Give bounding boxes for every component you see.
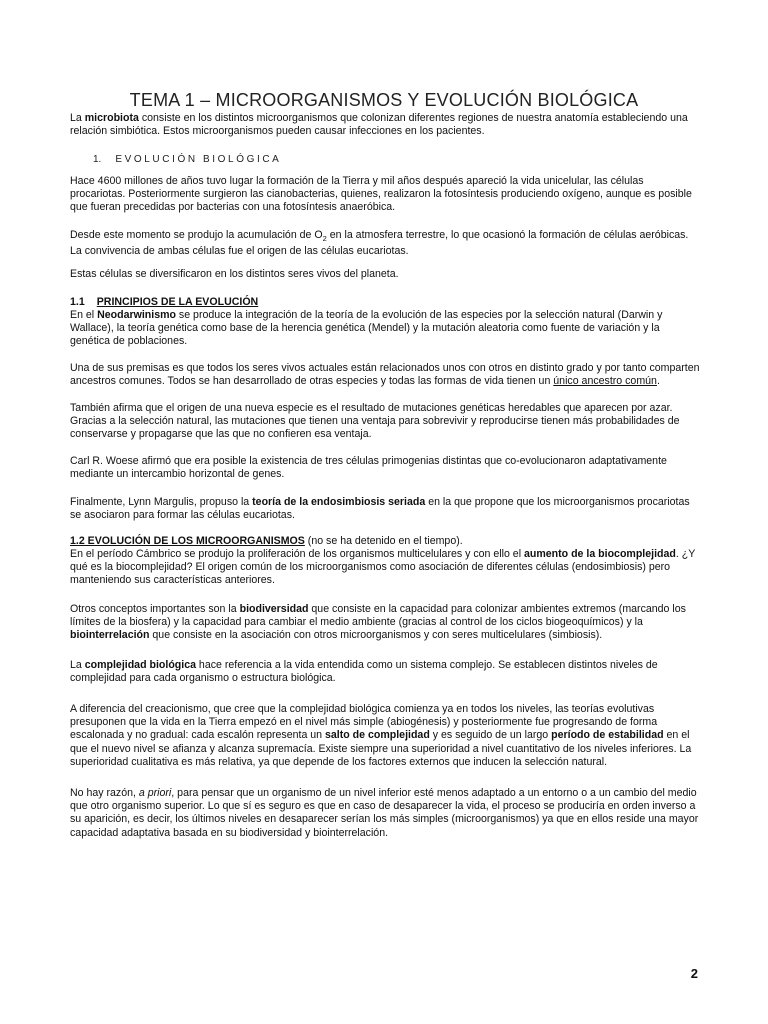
- p4-text-c: se produce la integración de la teoría de la evolución de las especies por la selección natural (Darwin y Wallace), la teoría genética como base de la herencia genética (Mendel) y la mutación aleatoria como fuente de variación y la genética de poblaciones.: [70, 309, 663, 348]
- subsection-title: PRINCIPIOS DE LA EVOLUCIÓN: [96, 296, 259, 308]
- p4-text-a: En el: [70, 309, 98, 321]
- p10-text-e: que consiste en la asociación con otros microorganismos y con seres multicelulares (simbiosis).: [149, 629, 603, 642]
- section-heading-1: [93, 154, 281, 165]
- subsection-title: 1.2 EVOLUCIÓN DE LOS MICROORGANISMOS: [70, 535, 305, 547]
- term-biointerrelacion: biointerrelación: [70, 629, 150, 642]
- paragraph-7: Carl R. Woese afirmó que era posible la existencia de tres células primogenias distintas que co-evolucionaron adaptativamente mediante un intercambio horizontal de genes.: [70, 455, 667, 481]
- paragraph-2: [70, 229, 700, 259]
- subsection-heading-1-1: [70, 296, 700, 309]
- paragraph-4: [70, 309, 700, 349]
- p2-text-a: Desde este momento se produjo la acumulación de O: [70, 229, 323, 241]
- paragraph-3: Estas células se diversificaron en los distintos seres vivos del planeta.: [70, 268, 399, 280]
- p5-text-c: .: [656, 375, 660, 388]
- paragraph-9: [70, 548, 700, 588]
- paragraph-5: [70, 362, 700, 388]
- p8-text-a: Finalmente, Lynn Margulis, propuso la: [70, 496, 253, 508]
- p2-subscript: 2: [322, 234, 327, 244]
- intro-paragraph: [70, 112, 700, 138]
- p12-text-a: A diferencia del creacionismo, que cree que la complejidad biológica comienza ya en todos los niveles, las teorías evolutivas presuponen que la vida en la Tierra empezó en el nivel más simple (abiogénesis) y posteriormente fue progresando de forma escalonada y no gradual: cada escalón representa un: [70, 703, 658, 742]
- section-title: EVOLUCIÓN BIOLÓGICA: [115, 154, 282, 165]
- paragraph-13: [70, 787, 700, 840]
- term-a-priori: a priori: [138, 787, 172, 799]
- p12-text-e: en el que el nuevo nivel se afianza y alcanza supremacía. Existe siempre una superioridad a nivel cuantitativo de los niveles inferiores. La superioridad cualitativa es más relativa, ya que depende de los factores externos que inducen la selección natural.: [70, 729, 692, 768]
- paragraph-12: [70, 703, 700, 769]
- paragraph-11: [70, 659, 700, 685]
- p8-text-c: en la que propone que los microorganismos procariotas se asociaron para formar las células eucariotas.: [70, 496, 690, 522]
- p13-text-a: No hay razón,: [70, 787, 139, 799]
- page-number: 2: [690, 966, 698, 981]
- p12-text-c: y es seguido de un largo: [429, 729, 552, 742]
- intro-text-a: La: [70, 112, 85, 124]
- term-salto-de-complejidad: salto de complejidad: [325, 729, 430, 742]
- p11-text-a: La: [70, 659, 85, 671]
- paragraph-10: [70, 603, 700, 643]
- subsection-note: (no se ha detenido en el tiempo).: [304, 535, 463, 547]
- p11-text-c: hace referencia a la vida entendida como un sistema complejo. Se establecen distintos niveles de complejidad para cada organismo o estructura biológica.: [70, 659, 658, 685]
- p2-text-b: en la atmosfera terrestre, lo que ocasionó la formación de células aeróbicas. La convivencia de ambas células fue el origen de las células eucariotas.: [70, 229, 689, 258]
- subsection-heading-1-2: [70, 535, 700, 548]
- term-unico-ancestro-comun: único ancestro común: [553, 375, 657, 388]
- p9-text-c: . ¿Y qué es la biocomplejidad? El origen común de los microorganismos como asociación de diferentes células (endosimbiosis) pero manteniendo sus características anteriores.: [70, 548, 696, 587]
- p5-text-a: Una de sus premisas es que todos los seres vivos actuales están relacionados unos con otros en distinto grado y por tanto comparten ancestros comunes. Todos se han desarrollado de otras especies y todas las formas de vida tienen un: [70, 362, 700, 388]
- term-periodo-de-estabilidad: período de estabilidad: [551, 729, 664, 742]
- paragraph-1: Hace 4600 millones de años tuvo lugar la formación de la Tierra y mil años después apareció la vida unicelular, las células procariotas. Posteriormente surgieron las cianobacterias, quienes, realizaron la fotosíntesis produciendo oxígeno, aunque es posible que fueran precedidas por bacterias con una fotosíntesis anaeróbica.: [70, 175, 692, 214]
- term-microbiota: microbiota: [84, 112, 139, 124]
- paragraph-6: También afirma que el origen de una nueva especie es el resultado de mutaciones genéticas heredables que aparecen por azar. Gracias a la selección natural, las mutaciones que tienen una ventaja para sobrevivir y reproducirse tienen más probabilidades de conservarse y propagarse que las que no confieren esa ventaja.: [70, 402, 680, 441]
- term-biocomplejidad: aumento de la biocomplejidad: [524, 548, 676, 560]
- paragraph-8: [70, 496, 700, 522]
- section-number: 1.: [93, 154, 102, 165]
- term-neodarwinismo: Neodarwinismo: [97, 309, 176, 321]
- p13-text-c: , para pensar que un organismo de un nivel inferior esté menos adaptado a un entorno o a un cambio del medio que otro organismo superior. Lo que sí es seguro es que en caso de desaparecer la vida, el proceso se produciría en orden inverso a su aparición, es decir, los últimos niveles en desaparecer serían los más simples (microorganismos) ya que en ellos reside una mayor capacidad adaptativa basada en su biodiversidad y biointerrelación.: [70, 787, 699, 839]
- term-biodiversidad: biodiversidad: [239, 603, 309, 615]
- intro-text-c: consiste en los distintos microorganismos que colonizan diferentes regiones de nuestra anatomía estableciendo una relación simbiótica. Estos microorganismos pueden causar infecciones en los pacientes.: [70, 112, 688, 138]
- term-complejidad-biologica: complejidad biológica: [84, 659, 196, 671]
- p9-text-a: En el período Cámbrico se produjo la proliferación de los organismos multicelulares y con ello el: [70, 548, 524, 560]
- subsection-number: 1.1: [70, 296, 85, 308]
- p10-text-a: Otros conceptos importantes son la: [70, 603, 240, 615]
- document-title: TEMA 1 – MICROORGANISMOS Y EVOLUCIÓN BIOLÓGICA: [129, 90, 639, 110]
- p10-text-c: que consiste en la capacidad para colonizar ambientes extremos (marcando los límites de la biosfera) y la capacidad para cambiar el medio ambiente (gracias al control de los ciclos biogeoquímicos) y la: [70, 603, 686, 629]
- term-endosimbiosis: teoría de la endosimbiosis seriada: [252, 496, 426, 508]
